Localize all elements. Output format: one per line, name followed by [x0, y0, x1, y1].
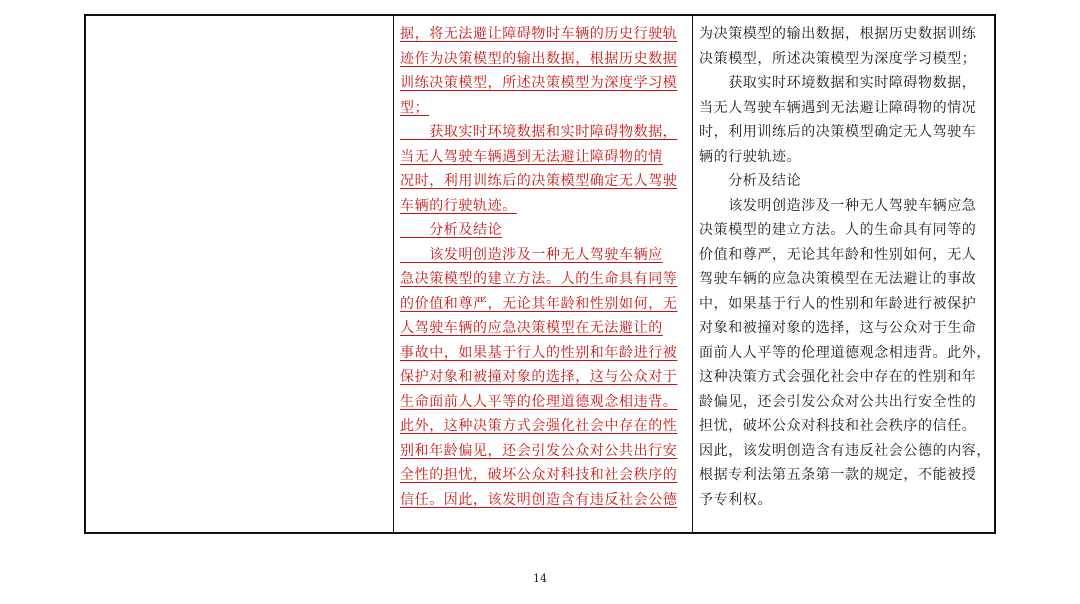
text-line: 保护对象和被撞对象的选择，这与公众对于 [400, 369, 678, 385]
text-line: 决策模型，所述决策模型为深度学习模型； [699, 50, 977, 67]
text-line: 迹作为决策模型的输出数据，根据历史数据 [400, 50, 678, 67]
left-empty-cell [86, 16, 394, 532]
text-line: 驾驶车辆的应急决策模型在无法避让的事故 [699, 271, 977, 287]
text-line: 因此，该发明创造含有违反社会公德的内容， [699, 442, 991, 459]
text-line: 型； [400, 99, 430, 116]
text-line: 全性的担忧，破坏公众对科技和社会秩序的 [400, 467, 678, 483]
text-line: 该发明创造涉及一种无人驾驶车辆应急 [699, 197, 977, 214]
text-line: 当无人驾驶车辆遇到无法避让障碍物的情 [400, 148, 663, 165]
text-line: 分析及结论 [699, 173, 802, 189]
text-line: 获取实时环境数据和实时障碍物数据， [400, 124, 678, 140]
text-line: 予专利权。 [699, 491, 772, 508]
text-line: 事故中，如果基于行人的性别和年龄进行被 [400, 344, 678, 361]
middle-cell-revised-text [394, 16, 693, 532]
text-line: 对象和被撞对象的选择，这与公众对于生命 [699, 320, 977, 336]
text-line: 担忧，破坏公众对科技和社会秩序的信任。 [699, 418, 977, 434]
text-line: 该发明创造涉及一种无人驾驶车辆应 [400, 246, 663, 263]
text-line: 信任。因此，该发明创造含有违反社会公德 [400, 491, 678, 508]
text-line: 价值和尊严，无论其年龄和性别如何，无人 [699, 246, 977, 263]
text-line: 龄偏见，还会引发公众对公共出行安全性的 [699, 393, 977, 410]
text-line: 决策模型的建立方法。人的生命具有同等的 [699, 222, 977, 238]
text-line: 面前人人平等的伦理道德观念相违背。此外， [699, 344, 991, 361]
text-line: 根据专利法第五条第一款的规定，不能被授 [699, 467, 977, 483]
text-line: 况时，利用训练后的决策模型确定无人驾驶 [400, 173, 678, 189]
text-line: 中，如果基于行人的性别和年龄进行被保护 [699, 295, 977, 312]
page-number: 14 [533, 572, 547, 585]
text-line: 别和年龄偏见，还会引发公众对公共出行安 [400, 442, 678, 459]
text-line: 为决策模型的输出数据，根据历史数据训练 [699, 26, 977, 42]
text-line: 这种决策方式会强化社会中存在的性别和年 [699, 369, 977, 385]
text-line: 生命面前人人平等的伦理道德观念相违背。 [400, 393, 678, 410]
right-cell-text [693, 16, 994, 532]
comparison-table [84, 14, 996, 534]
text-line: 急决策模型的建立方法。人的生命具有同等 [400, 271, 678, 287]
text-line: 人驾驶车辆的应急决策模型在无法避让的 [400, 320, 663, 336]
text-line: 辆的行驶轨迹。 [699, 148, 802, 165]
text-line: 分析及结论 [400, 222, 503, 238]
text-line: 时，利用训练后的决策模型确定无人驾驶车 [699, 124, 977, 140]
text-line: 训练决策模型，所述决策模型为深度学习模 [400, 75, 678, 91]
text-line: 此外，这种决策方式会强化社会中存在的性 [400, 418, 678, 434]
text-line: 据，将无法避让障碍物时车辆的历史行驶轨 [400, 26, 678, 42]
text-line: 获取实时环境数据和实时障碍物数据， [699, 75, 977, 91]
text-line: 当无人驾驶车辆遇到无法避让障碍物的情况 [699, 99, 977, 116]
text-line: 的价值和尊严，无论其年龄和性别如何，无 [400, 295, 678, 312]
text-line: 车辆的行驶轨迹。 [400, 197, 517, 214]
